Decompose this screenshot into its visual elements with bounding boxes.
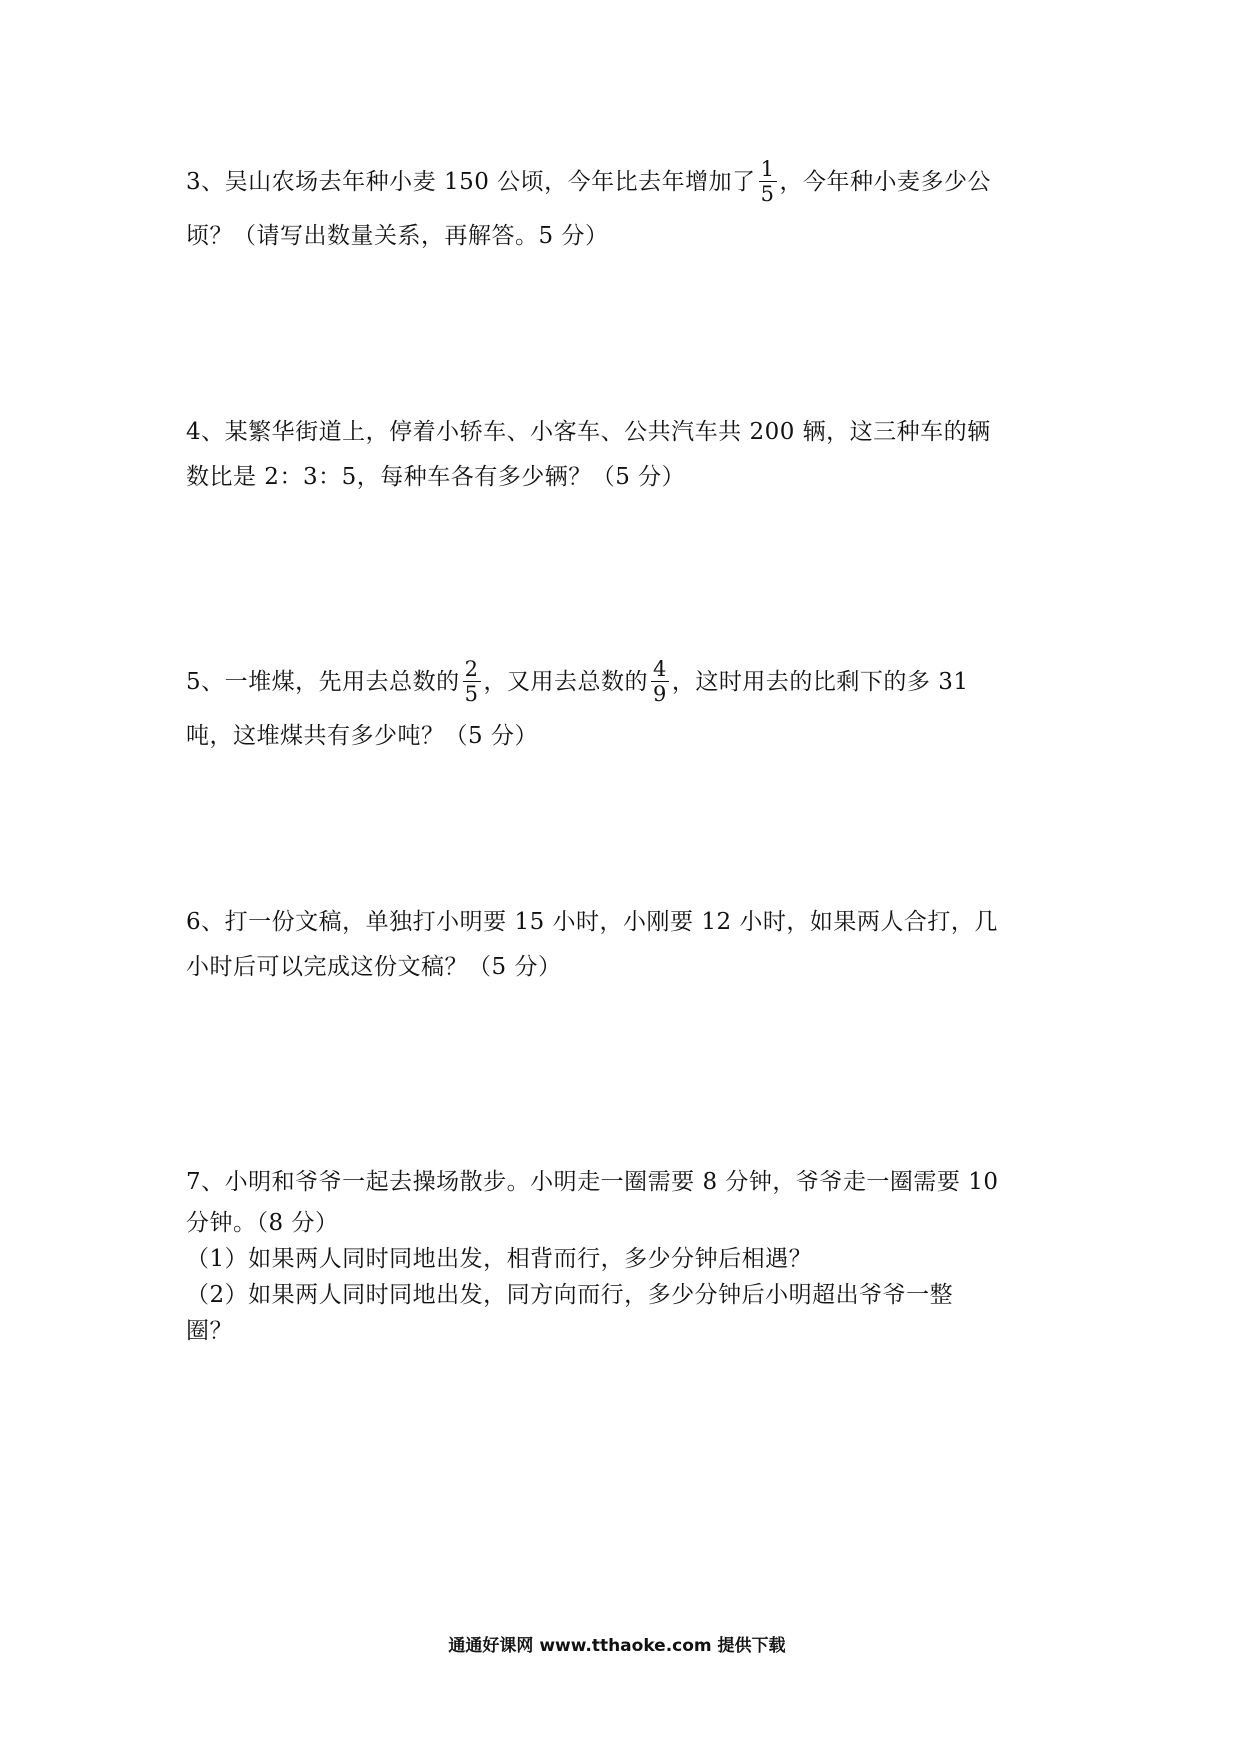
problem-6 [186,900,1046,990]
problem-5-line-2: 吨，这堆煤共有多少吨？（5 分） [186,723,538,749]
problem-6-line-2: 小时后可以完成这份文稿？（5 分） [186,954,562,980]
problem-7-subquestion-2-line-2: 圈？ [186,1318,233,1344]
problem-7 [186,1160,1046,1349]
fraction-numerator: 1 [760,156,775,181]
problem-5 [186,650,1046,759]
problem-7-line-2: 分钟。（8 分） [186,1210,339,1236]
fraction-numerator: 2 [464,656,479,681]
problem-7-subquestion-1: （1）如果两人同时同地出发，相背而行，多少分钟后相遇？ [186,1246,813,1272]
problem-3-line-2: 顷？（请写出数量关系，再解答。5 分） [186,223,609,249]
fraction-denominator: 5 [464,681,479,706]
fraction-two-fifths [463,657,481,706]
problem-6-line-1: 6、打一份文稿，单独打小明要 15 小时，小刚要 12 小时，如果两人合打，几 [186,909,998,935]
problem-7-line-1: 7、小明和爷爷一起去操场散步。小明走一圈需要 8 分钟，爷爷走一圈需要 10 [186,1169,999,1195]
problem-3 [186,150,1046,259]
footer-source-note: 通通好课网 www.tthaoke.com 提供下载 [448,1636,786,1656]
fraction-numerator: 4 [653,656,667,681]
problem-7-subquestion-2-line-1: （2）如果两人同时同地出发，同方向而行，多少分钟后小明超出爷爷一整 [186,1282,954,1308]
problem-4-line-2: 数比是 2：3：5，每种车各有多少辆？（5 分） [186,464,686,490]
problem-5-text-middle: ，又用去总数的 [483,669,649,695]
problem-4 [186,410,1046,500]
problem-3-text-after: ，今年种小麦多少公 [779,169,992,195]
fraction-four-ninths [651,657,669,706]
problem-3-line-1 [186,150,1046,214]
problem-4-line-1: 4、某繁华街道上，停着小轿车、小客车、公共汽车共 200 辆，这三种车的辆 [186,419,991,445]
problem-3-text-before: 3、吴山农场去年种小麦 150 公顷，今年比去年增加了 [186,169,756,195]
problem-5-line-1 [186,650,1046,714]
fraction-one-fifth [759,157,777,206]
problem-5-text-before: 5、一堆煤，先用去总数的 [186,669,460,695]
fraction-denominator: 5 [760,181,775,206]
fraction-denominator: 9 [653,681,667,706]
problem-5-text-after: ，这时用去的比剩下的多 31 [671,669,969,695]
